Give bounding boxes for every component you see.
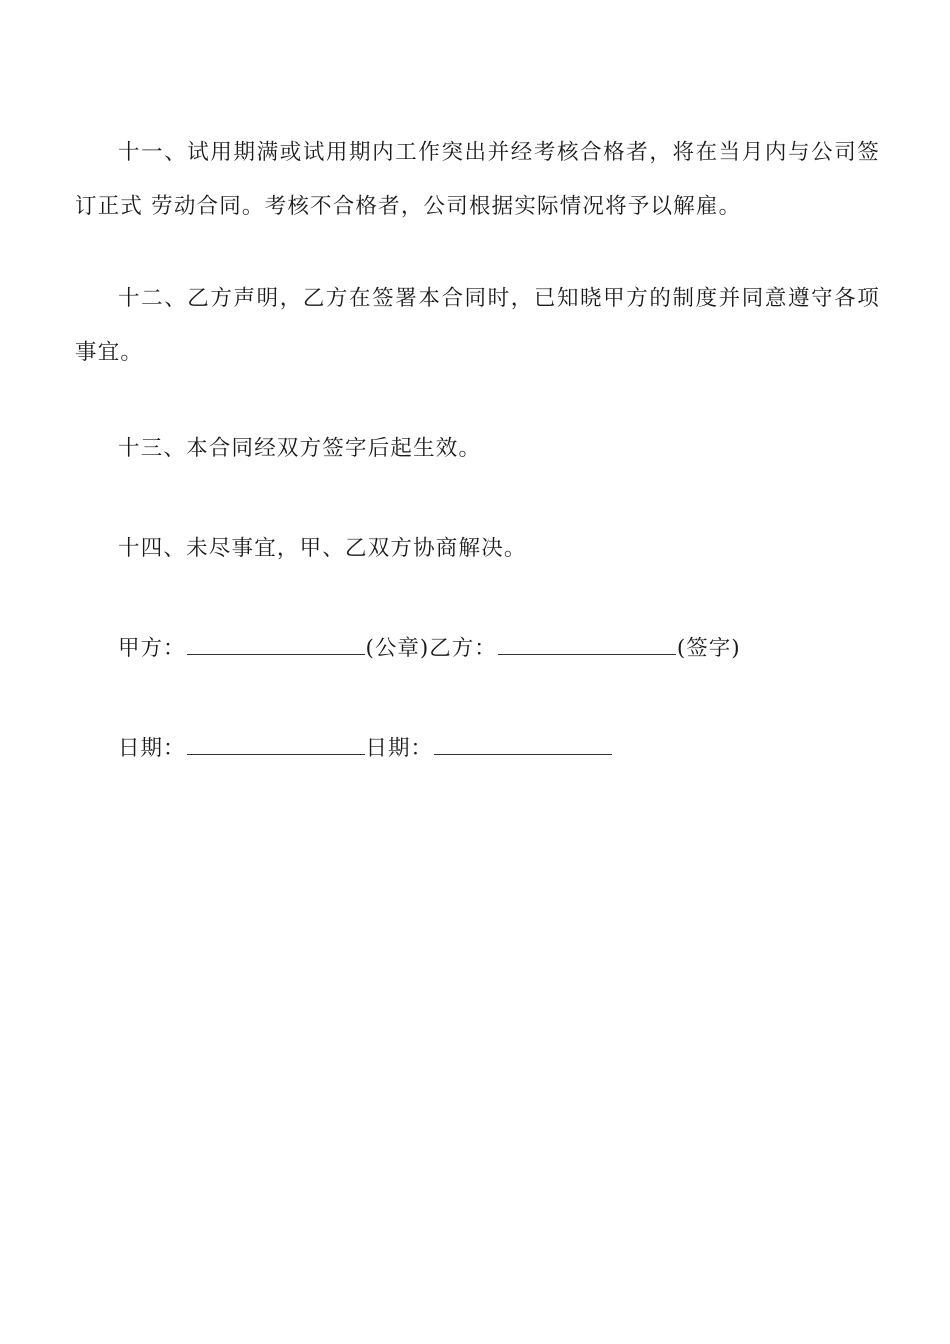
date-b-label: 日期： bbox=[365, 736, 434, 761]
date-line bbox=[118, 728, 613, 769]
clause-12: 十二、乙方声明，乙方在签署本合同时，已知晓甲方的制度并同意遵守各项事宜。 bbox=[75, 286, 880, 365]
date-a-label: 日期： bbox=[118, 736, 186, 761]
clause-11: 十一、试用期满或试用期内工作突出并经考核合格者，将在当月内与公司签订正式 劳动合同。考核不合格者，公司根据实际情况将予以解雇。 bbox=[75, 140, 880, 219]
party-b-suffix: (签字) bbox=[676, 636, 741, 661]
party-a-label: 甲方： bbox=[118, 636, 186, 661]
party-b-blank[interactable] bbox=[498, 628, 676, 655]
signature-line bbox=[118, 628, 741, 669]
date-b-blank[interactable] bbox=[434, 728, 612, 755]
party-b-label: 乙方： bbox=[429, 636, 497, 661]
clause-13: 十三、本合同经双方签字后起生效。 bbox=[118, 436, 482, 461]
clause-14: 十四、未尽事宜，甲、乙双方协商解决。 bbox=[118, 536, 527, 561]
date-a-blank[interactable] bbox=[187, 728, 365, 755]
party-a-blank[interactable] bbox=[187, 628, 365, 655]
party-a-suffix: (公章) bbox=[365, 636, 430, 661]
